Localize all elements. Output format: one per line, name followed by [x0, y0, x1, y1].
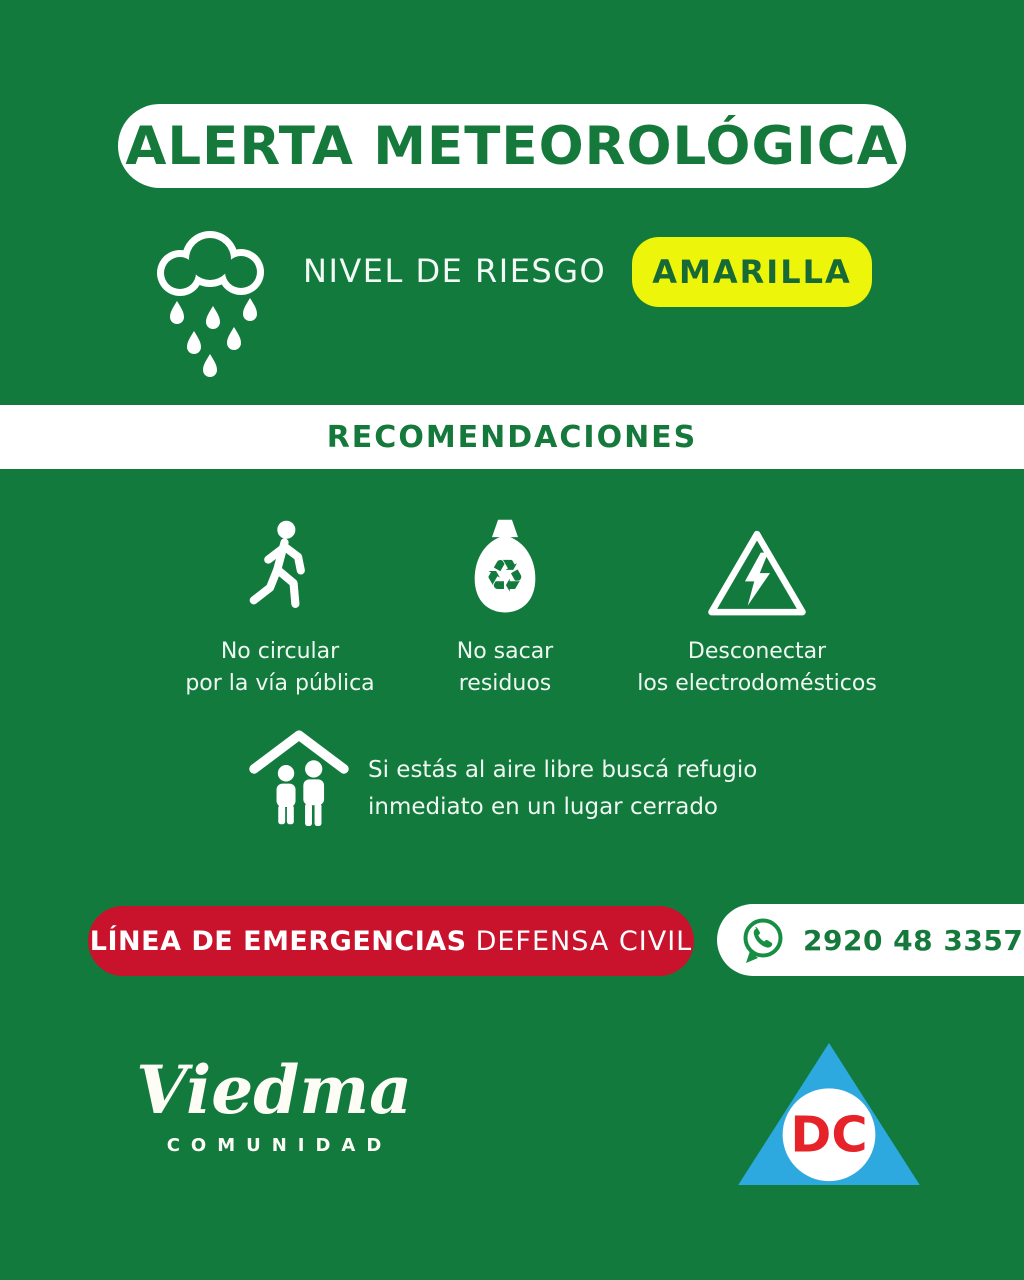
risk-level-badge — [632, 237, 872, 307]
label-line: No sacar — [456, 639, 554, 664]
viedma-logo — [136, 1051, 412, 1157]
shelter-advice-text — [368, 752, 757, 826]
emergency-phone-number: 2920 48 3357 — [803, 923, 1024, 957]
dc-monogram: DC — [790, 1105, 868, 1164]
recommendations-heading: RECOMENDACIONES — [326, 419, 698, 455]
emergency-phone-badge — [717, 904, 1024, 976]
emergency-line-banner — [88, 906, 694, 976]
recommendation-label — [637, 636, 877, 700]
electrical-hazard-icon — [705, 526, 809, 622]
shelter-line: Si estás al aire libre buscá refugio — [368, 757, 758, 783]
label-line: los electrodomésticos — [637, 670, 877, 696]
icon-box — [230, 518, 330, 622]
poster-title: ALERTA METEOROLÓGICA — [125, 115, 899, 177]
label-line: Desconectar — [687, 639, 827, 664]
emergency-line-label: LÍNEA DE EMERGENCIAS — [89, 925, 467, 957]
icon-box — [705, 518, 809, 622]
label-line: por la vía pública — [185, 670, 375, 696]
recycle-glyph: ♻ — [484, 549, 526, 603]
house-shelter-icon — [247, 724, 351, 826]
recommendation-label — [457, 636, 553, 700]
recommendation-item-desconectar — [607, 518, 907, 700]
viedma-subtitle: COMUNIDAD — [166, 1135, 393, 1157]
trash-bag-recycle-icon — [461, 518, 549, 622]
label-line: No circular — [220, 639, 340, 664]
defensa-civil-logo — [735, 1040, 923, 1188]
recommendations-band — [0, 405, 1024, 469]
risk-level-value: AMARILLA — [652, 253, 852, 291]
title-banner — [118, 104, 906, 188]
label-line: residuos — [458, 670, 552, 696]
emergency-line-org: DEFENSA CIVIL — [475, 925, 693, 957]
risk-level-label: NIVEL DE RIESGO — [303, 252, 607, 290]
recommendation-label — [185, 636, 374, 700]
rain-cloud-icon — [144, 213, 284, 378]
icon-box — [461, 518, 549, 622]
viedma-wordmark: Viedma — [136, 1051, 412, 1129]
shelter-line: inmediato en un lugar cerrado — [368, 793, 719, 820]
whatsapp-icon — [737, 914, 789, 966]
walking-person-icon — [230, 518, 330, 622]
